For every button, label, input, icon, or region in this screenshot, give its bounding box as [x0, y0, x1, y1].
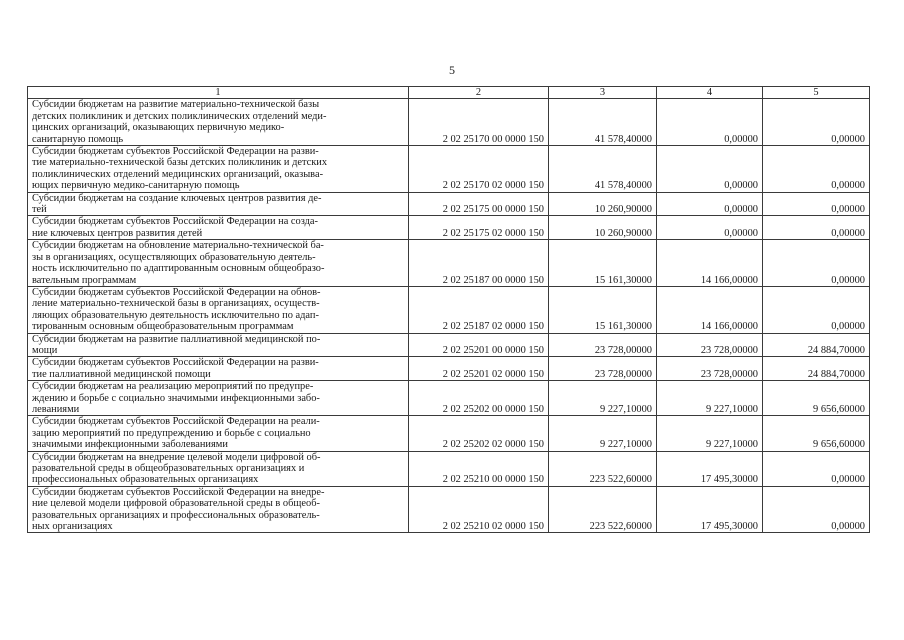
- row-name-line: Субсидии бюджетам субъектов Российской Федерации на обнов-: [32, 286, 321, 298]
- header-col-1: 1: [28, 87, 409, 99]
- header-col-2: 2: [409, 87, 549, 99]
- row-name-cell: [28, 99, 409, 146]
- row-col4-cell: 23 728,00000: [657, 333, 763, 357]
- row-col5-cell: 24 884,70000: [763, 357, 870, 381]
- row-col5-cell: 0,00000: [763, 286, 870, 333]
- row-col3-cell: 41 578,40000: [549, 146, 657, 193]
- row-col3-cell: 9 227,10000: [549, 381, 657, 416]
- row-col4-cell: 23 728,00000: [657, 357, 763, 381]
- row-col5-cell: 0,00000: [763, 240, 870, 287]
- row-name-line: профессиональных образовательных организациях: [32, 474, 259, 486]
- row-name-cell: [28, 381, 409, 416]
- row-col3-cell: 23 728,00000: [549, 333, 657, 357]
- row-col3-cell: 10 260,90000: [549, 192, 657, 216]
- table-row: [28, 286, 870, 333]
- row-col3-cell: 23 728,00000: [549, 357, 657, 381]
- row-name-cell: [28, 451, 409, 486]
- row-name-line: детских поликлиник и детских поликлинических отделений меди-: [32, 110, 327, 122]
- row-col5-cell: 0,00000: [763, 486, 870, 533]
- row-name-cell: [28, 286, 409, 333]
- table-row: [28, 451, 870, 486]
- budget-table: [27, 86, 870, 533]
- row-name-line: Субсидии бюджетам на развитие материально-технической базы: [32, 99, 320, 111]
- header-col-3: 3: [549, 87, 657, 99]
- table-row: [28, 333, 870, 357]
- header-row: [28, 87, 870, 99]
- row-col3-cell: 223 522,60000: [549, 451, 657, 486]
- header-col-5: 5: [763, 87, 870, 99]
- row-name-line: ние целевой модели цифровой образовательной среды в общеоб-: [32, 498, 320, 510]
- row-name-line: леваниями: [32, 403, 80, 415]
- row-col4-cell: 0,00000: [657, 216, 763, 240]
- row-name-cell: [28, 416, 409, 451]
- row-name-line: тие материально-технической базы детских поликлиник и детских: [32, 157, 328, 169]
- row-col5-cell: 0,00000: [763, 216, 870, 240]
- row-name-line: Субсидии бюджетам субъектов Российской Федерации на разви-: [32, 357, 319, 369]
- table-header: [28, 87, 870, 99]
- row-name-line: ность исключительно по адаптированным основным общеобразо-: [32, 263, 325, 275]
- row-code-cell: 2 02 25201 02 0000 150: [409, 357, 549, 381]
- row-name-line: Субсидии бюджетам на реализацию мероприятий по предупре-: [32, 381, 314, 393]
- table-row: [28, 357, 870, 381]
- table-row: [28, 99, 870, 146]
- row-name-line: тированным основным общеобразовательным программам: [32, 321, 294, 333]
- table-row: [28, 240, 870, 287]
- row-col5-cell: 0,00000: [763, 192, 870, 216]
- row-name-line: значимыми инфекционными заболеваниями: [32, 439, 228, 451]
- row-col4-cell: 9 227,10000: [657, 416, 763, 451]
- row-name-line: ляющих образовательную деятельность исключительно по адап-: [32, 309, 319, 321]
- row-col5-cell: 0,00000: [763, 146, 870, 193]
- table-body: [28, 99, 870, 533]
- row-name-line: тие паллиативной медицинской помощи: [32, 368, 211, 380]
- header-col-4: 4: [657, 87, 763, 99]
- row-name-line: ние ключевых центров развития детей: [32, 227, 203, 239]
- row-name-line: вательным программам: [32, 274, 137, 286]
- page-number: 5: [449, 63, 455, 77]
- row-name-line: Субсидии бюджетам субъектов Российской Федерации на разви-: [32, 146, 319, 158]
- row-name-line: Субсидии бюджетам на внедрение целевой модели цифровой об-: [32, 451, 321, 463]
- row-name-cell: [28, 192, 409, 216]
- row-col4-cell: 0,00000: [657, 146, 763, 193]
- row-col4-cell: 0,00000: [657, 192, 763, 216]
- table-row: [28, 146, 870, 193]
- row-name-cell: [28, 216, 409, 240]
- row-name-line: ждению и борьбе с социально значимыми инфекционными забо-: [32, 392, 320, 404]
- row-name-line: ных организациях: [32, 521, 113, 533]
- row-code-cell: 2 02 25210 00 0000 150: [409, 451, 549, 486]
- row-name-cell: [28, 333, 409, 357]
- row-name-cell: [28, 357, 409, 381]
- row-col4-cell: 14 166,00000: [657, 286, 763, 333]
- row-col5-cell: 9 656,60000: [763, 381, 870, 416]
- row-col4-cell: 0,00000: [657, 99, 763, 146]
- row-col4-cell: 17 495,30000: [657, 486, 763, 533]
- row-name-line: санитарную помощь: [32, 133, 124, 145]
- row-col5-cell: 0,00000: [763, 99, 870, 146]
- table-row: [28, 381, 870, 416]
- row-code-cell: 2 02 25175 02 0000 150: [409, 216, 549, 240]
- row-col3-cell: 10 260,90000: [549, 216, 657, 240]
- row-name-line: зацию мероприятий по предупреждению и борьбе с социально: [32, 427, 311, 439]
- row-code-cell: 2 02 25170 02 0000 150: [409, 146, 549, 193]
- row-name-line: Субсидии бюджетам субъектов Российской Федерации на реали-: [32, 416, 320, 428]
- row-name-line: Субсидии бюджетам на обновление материально-технической ба-: [32, 240, 324, 252]
- row-name-line: Субсидии бюджетам на создание ключевых центров развития де-: [32, 192, 322, 204]
- row-col5-cell: 24 884,70000: [763, 333, 870, 357]
- row-code-cell: 2 02 25187 02 0000 150: [409, 286, 549, 333]
- row-name-line: мощи: [32, 344, 58, 356]
- row-name-line: тей: [32, 204, 47, 216]
- row-name-cell: [28, 486, 409, 533]
- row-col3-cell: 15 161,30000: [549, 286, 657, 333]
- row-code-cell: 2 02 25175 00 0000 150: [409, 192, 549, 216]
- row-col5-cell: 0,00000: [763, 451, 870, 486]
- row-name-cell: [28, 240, 409, 287]
- row-col4-cell: 14 166,00000: [657, 240, 763, 287]
- row-name-line: ющих первичную медико-санитарную помощь: [32, 180, 240, 192]
- row-col4-cell: 9 227,10000: [657, 381, 763, 416]
- row-name-line: Субсидии бюджетам субъектов Российской Федерации на созда-: [32, 216, 318, 228]
- row-name-line: Субсидии бюджетам субъектов Российской Федерации на внедре-: [32, 486, 325, 498]
- row-col3-cell: 41 578,40000: [549, 99, 657, 146]
- table-row: [28, 416, 870, 451]
- row-name-line: ление материально-технической базы в организациях, осуществ-: [32, 298, 320, 310]
- row-name-line: разовательных организациях и профессиональных образователь-: [32, 509, 320, 521]
- row-col5-cell: 9 656,60000: [763, 416, 870, 451]
- row-name-line: зы в организациях, осуществляющих образовательную деятель-: [32, 251, 316, 263]
- row-col3-cell: 15 161,30000: [549, 240, 657, 287]
- table-row: [28, 216, 870, 240]
- table-row: [28, 192, 870, 216]
- row-code-cell: 2 02 25187 00 0000 150: [409, 240, 549, 287]
- row-code-cell: 2 02 25170 00 0000 150: [409, 99, 549, 146]
- row-col3-cell: 223 522,60000: [549, 486, 657, 533]
- row-col4-cell: 17 495,30000: [657, 451, 763, 486]
- row-name-line: Субсидии бюджетам на развитие паллиативной медицинской по-: [32, 333, 321, 345]
- table-row: [28, 486, 870, 533]
- row-code-cell: 2 02 25202 02 0000 150: [409, 416, 549, 451]
- row-code-cell: 2 02 25202 00 0000 150: [409, 381, 549, 416]
- row-code-cell: 2 02 25201 00 0000 150: [409, 333, 549, 357]
- row-name-line: цинских организаций, оказывающих первичную медико-: [32, 122, 285, 134]
- row-name-cell: [28, 146, 409, 193]
- row-col3-cell: 9 227,10000: [549, 416, 657, 451]
- row-code-cell: 2 02 25210 02 0000 150: [409, 486, 549, 533]
- row-name-line: разовательной среды в общеобразовательных организациях и: [32, 463, 305, 474]
- row-name-line: поликлинических отделений медицинских организаций, оказыва-: [32, 168, 324, 180]
